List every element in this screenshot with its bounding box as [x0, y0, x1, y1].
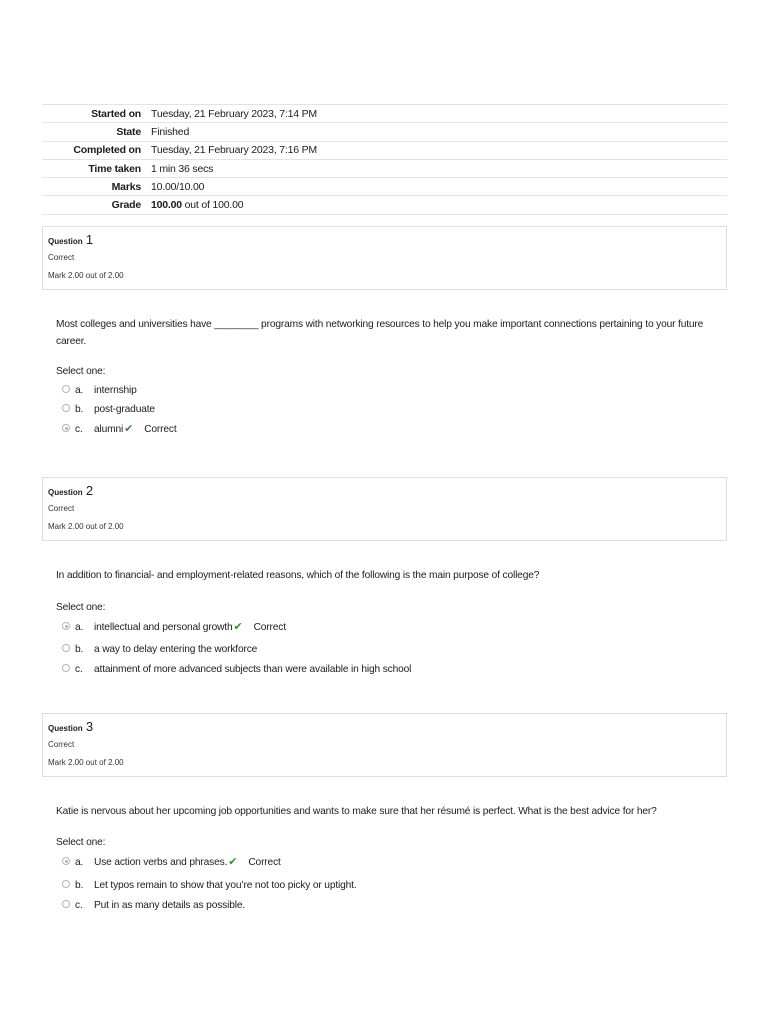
- feedback-text: Correct: [253, 622, 286, 633]
- question-info-2: [42, 477, 727, 541]
- option-letter: c.: [75, 900, 83, 911]
- summary-value: [151, 196, 727, 214]
- summary-label: State: [42, 123, 151, 141]
- option-letter: c.: [75, 664, 83, 675]
- question-text-2: In addition to financial- and employment-related reasons, which of the following is the main purpose of college?: [56, 570, 540, 581]
- option-letter: a.: [75, 385, 84, 396]
- option-letter: a.: [75, 622, 84, 633]
- summary-row-started: [42, 105, 727, 123]
- option-text: alumni: [94, 424, 124, 435]
- radio-button-selected[interactable]: [62, 424, 70, 432]
- select-one-prompt: Select one:: [56, 837, 106, 848]
- answer-option[interactable]: [62, 879, 357, 893]
- question-mark: Mark 2.00 out of 2.00: [48, 271, 124, 280]
- answer-option[interactable]: [62, 663, 411, 677]
- summary-row-completed: [42, 141, 727, 159]
- answer-option[interactable]: [62, 899, 245, 913]
- option-text: Let typos remain to show that you’re not too picky or uptight.: [94, 880, 357, 891]
- question-state: Correct: [48, 504, 75, 513]
- radio-button[interactable]: [62, 880, 70, 888]
- grade-score: 100.00: [151, 199, 182, 212]
- summary-row-time-taken: [42, 159, 727, 177]
- summary-value: 10.00/10.00: [151, 178, 727, 196]
- answer-option[interactable]: [62, 643, 257, 657]
- answer-option-selected[interactable]: [62, 620, 286, 634]
- option-letter: a.: [75, 857, 84, 868]
- radio-button[interactable]: [62, 900, 70, 908]
- question-number: Question 3: [48, 719, 94, 734]
- question-number: Question 1: [48, 232, 94, 247]
- select-one-prompt: Select one:: [56, 366, 106, 377]
- checkmark-icon: ✔: [124, 423, 134, 435]
- question-text-1: Most colleges and universities have ________ programs with networking resources to help you make important connections pertaining to your future career.: [56, 319, 704, 347]
- radio-button[interactable]: [62, 664, 70, 672]
- summary-value: 1 min 36 secs: [151, 159, 727, 177]
- radio-button[interactable]: [62, 385, 70, 393]
- question-text-3: Katie is nervous about her upcoming job opportunities and wants to make sure that her résumé is perfect. What is the best advice for her?: [56, 806, 657, 817]
- radio-button-selected[interactable]: [62, 622, 70, 630]
- radio-button-selected[interactable]: [62, 857, 70, 865]
- summary-row-marks: [42, 178, 727, 196]
- option-text: intellectual and personal growth: [94, 622, 233, 633]
- summary-label: Started on: [42, 105, 151, 123]
- question-state: Correct: [48, 740, 75, 749]
- question-state: Correct: [48, 253, 75, 262]
- option-text: post-graduate: [94, 404, 155, 415]
- option-text: Put in as many details as possible.: [94, 900, 246, 911]
- option-letter: b.: [75, 644, 84, 655]
- radio-button[interactable]: [62, 404, 70, 412]
- checkmark-icon: ✔: [228, 856, 238, 868]
- option-letter: b.: [75, 880, 84, 891]
- answer-option[interactable]: [62, 384, 137, 398]
- option-letter: b.: [75, 404, 84, 415]
- attempt-summary-table: [42, 104, 727, 215]
- feedback-text: Correct: [248, 857, 281, 868]
- summary-value: Tuesday, 21 February 2023, 7:14 PM: [151, 105, 727, 123]
- question-info-1: [42, 226, 727, 290]
- answer-option[interactable]: [62, 403, 155, 417]
- grade-total: out of 100.00: [181, 199, 244, 212]
- question-number: Question 2: [48, 483, 94, 498]
- question-mark: Mark 2.00 out of 2.00: [48, 758, 124, 767]
- summary-label: Completed on: [42, 141, 151, 159]
- feedback-text: Correct: [144, 424, 177, 435]
- summary-row-state: [42, 123, 727, 141]
- summary-value: Finished: [151, 123, 727, 141]
- select-one-prompt: Select one:: [56, 602, 106, 613]
- summary-label: Marks: [42, 178, 151, 196]
- option-text: internship: [94, 385, 137, 396]
- option-text: attainment of more advanced subjects than were available in high school: [94, 664, 412, 675]
- summary-value: Tuesday, 21 February 2023, 7:16 PM: [151, 141, 727, 159]
- checkmark-icon: ✔: [233, 621, 243, 633]
- option-text: a way to delay entering the workforce: [94, 644, 258, 655]
- answer-option-selected[interactable]: [62, 855, 281, 869]
- summary-label: Grade: [42, 196, 151, 214]
- answer-option-selected[interactable]: [62, 422, 177, 436]
- radio-button[interactable]: [62, 644, 70, 652]
- question-info-3: [42, 713, 727, 777]
- question-mark: Mark 2.00 out of 2.00: [48, 522, 124, 531]
- summary-label: Time taken: [42, 159, 151, 177]
- summary-row-grade: [42, 196, 727, 214]
- option-text: Use action verbs and phrases.: [94, 857, 228, 868]
- option-letter: c.: [75, 424, 83, 435]
